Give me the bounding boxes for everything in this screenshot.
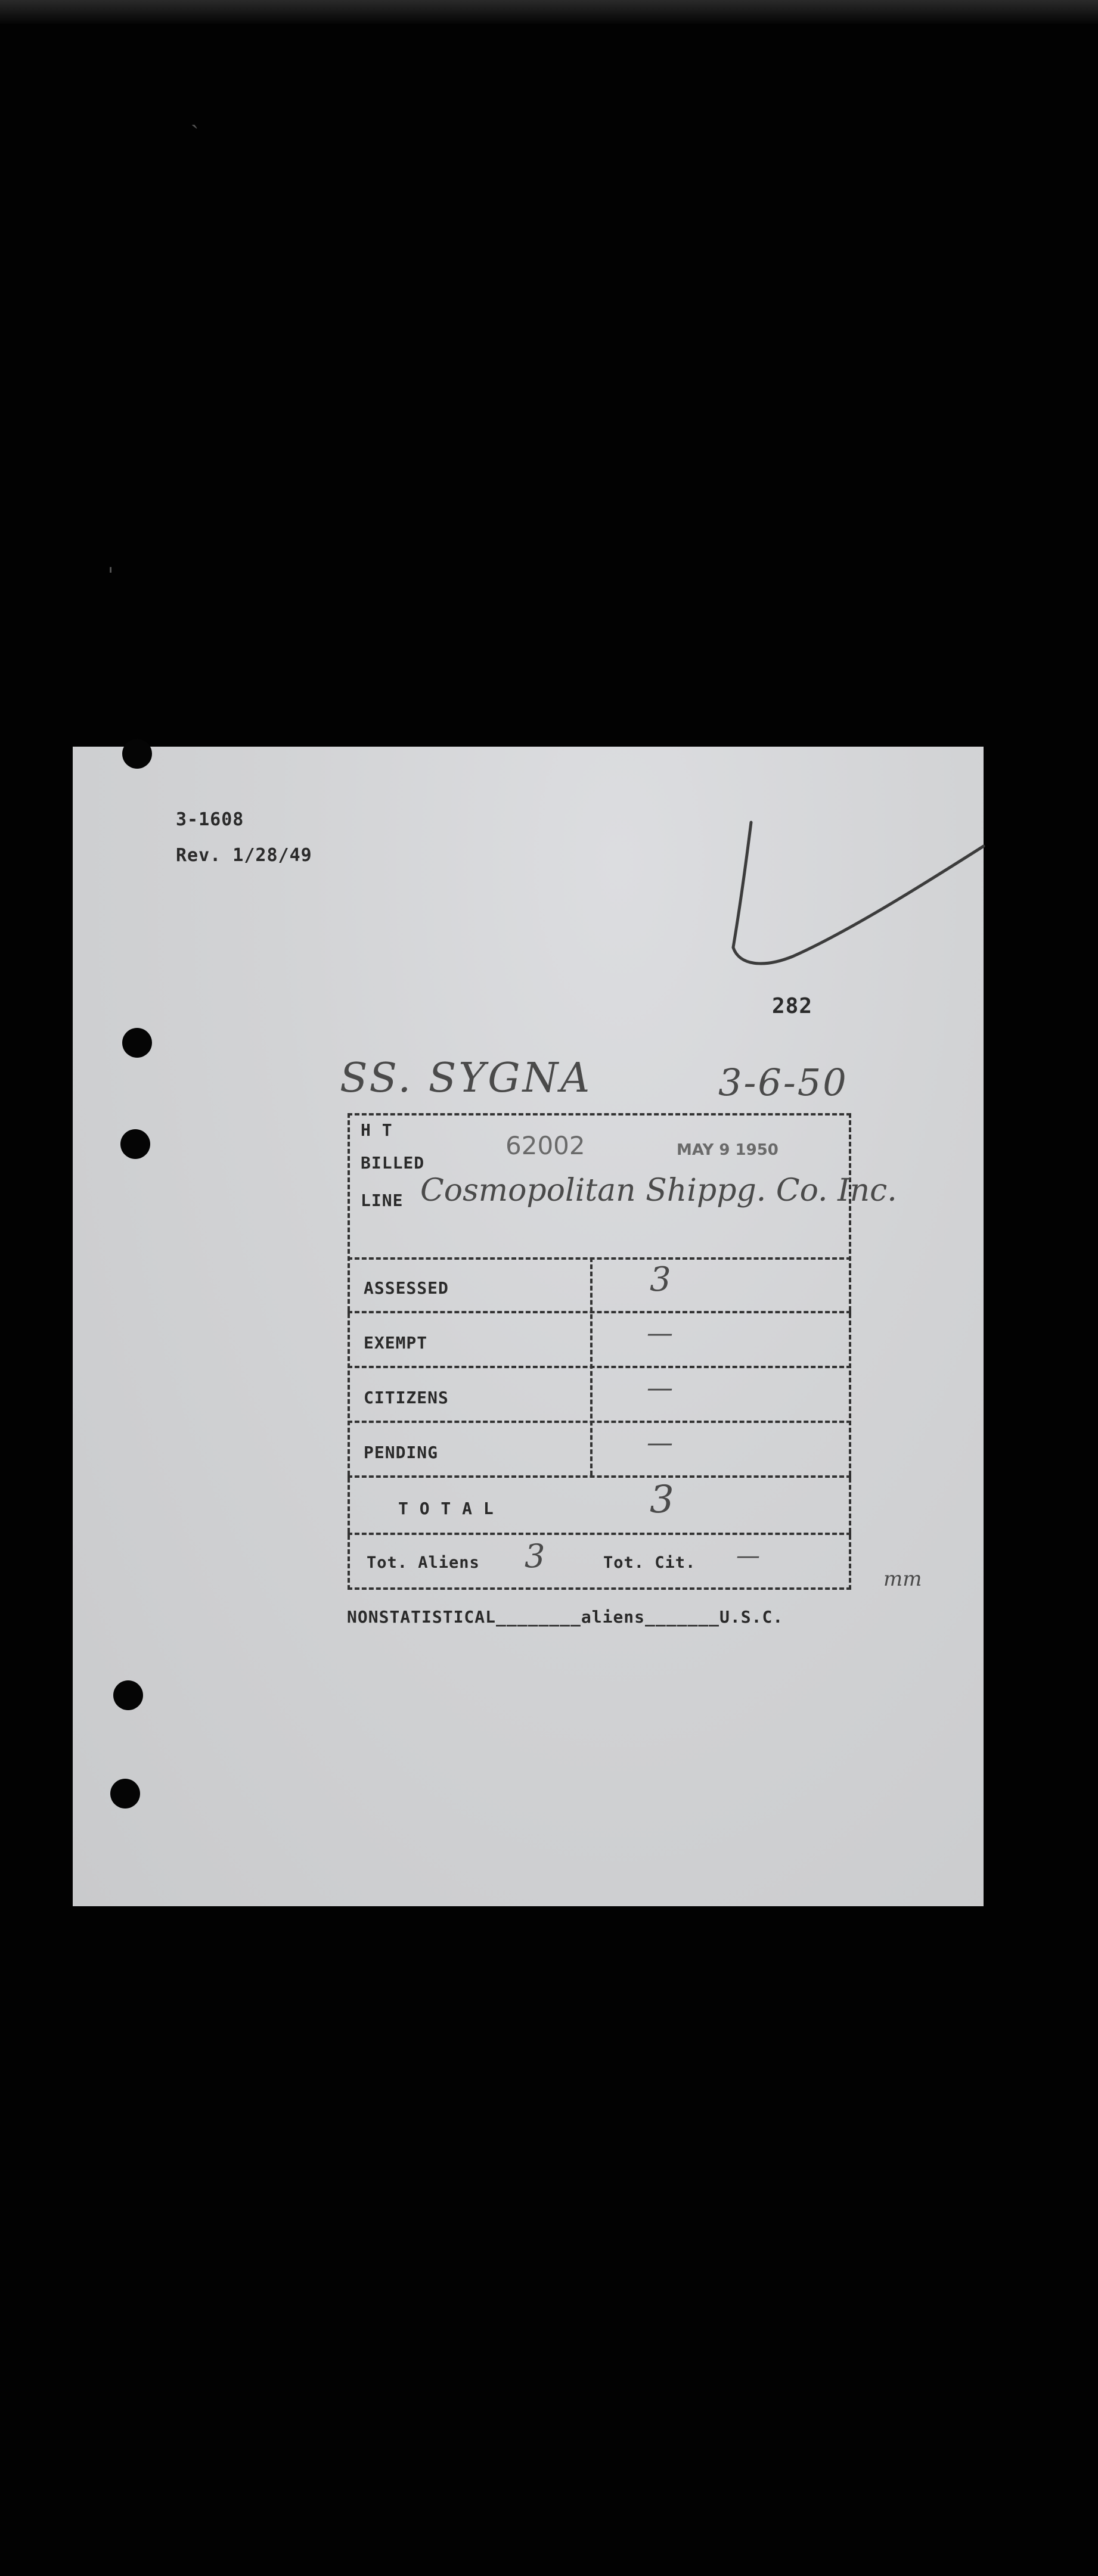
film-speck: ˌ — [107, 548, 114, 576]
total-label: T O T A L — [398, 1499, 494, 1518]
form-number: 3-1608 — [176, 809, 244, 830]
shipping-line: Cosmopolitan Shippg. Co. Inc. — [420, 1173, 897, 1208]
pending-value: — — [647, 1428, 673, 1458]
punch-hole — [120, 1129, 150, 1159]
billed-label: BILLED — [361, 1153, 425, 1173]
aliens-label: aliens — [581, 1607, 646, 1627]
punch-hole — [122, 739, 152, 769]
page-number: 282 — [772, 994, 813, 1018]
form-revision: Rev. 1/28/49 — [176, 845, 312, 866]
punch-hole — [122, 1028, 152, 1058]
vessel-name: SS. SYGNA — [340, 1055, 593, 1102]
date-stamp: MAY 9 1950 — [677, 1141, 778, 1159]
check-mark — [727, 816, 990, 977]
divider — [348, 1257, 851, 1260]
nonstatistical-line — [347, 1607, 783, 1627]
film-speck: ˏ — [191, 102, 199, 129]
tot-cit-value: — — [736, 1542, 760, 1570]
blank-line: ________ — [496, 1607, 581, 1627]
line-label: LINE — [361, 1191, 404, 1210]
ht-label: H T — [361, 1120, 393, 1140]
citizens-label: CITIZENS — [364, 1388, 449, 1407]
total-value: 3 — [650, 1478, 674, 1522]
exempt-value: — — [647, 1318, 673, 1348]
nonstatistical-label: NONSTATISTICAL — [347, 1607, 497, 1627]
microfilm-edge — [0, 0, 1098, 24]
divider — [348, 1311, 851, 1313]
assessed-label: ASSESSED — [364, 1278, 449, 1298]
initials: mm — [883, 1567, 922, 1591]
pending-label: PENDING — [364, 1443, 439, 1462]
divider — [348, 1475, 851, 1478]
punch-hole — [113, 1680, 143, 1710]
exempt-label: EXEMPT — [364, 1333, 428, 1353]
vessel-date: 3-6-50 — [718, 1061, 848, 1104]
divider — [348, 1533, 851, 1535]
punch-hole — [110, 1779, 140, 1809]
tot-cit-label: Tot. Cit. — [603, 1553, 696, 1572]
divider — [348, 1421, 851, 1423]
bill-number: 62002 — [505, 1131, 585, 1160]
tot-aliens-label: Tot. Aliens — [367, 1553, 480, 1572]
column-divider — [590, 1257, 593, 1475]
usc-label: U.S.C. — [719, 1607, 784, 1627]
citizens-value: — — [647, 1373, 673, 1403]
assessed-value: 3 — [650, 1260, 671, 1299]
blank-line: _______ — [645, 1607, 720, 1627]
tot-aliens-value: 3 — [525, 1537, 545, 1575]
divider — [348, 1366, 851, 1368]
